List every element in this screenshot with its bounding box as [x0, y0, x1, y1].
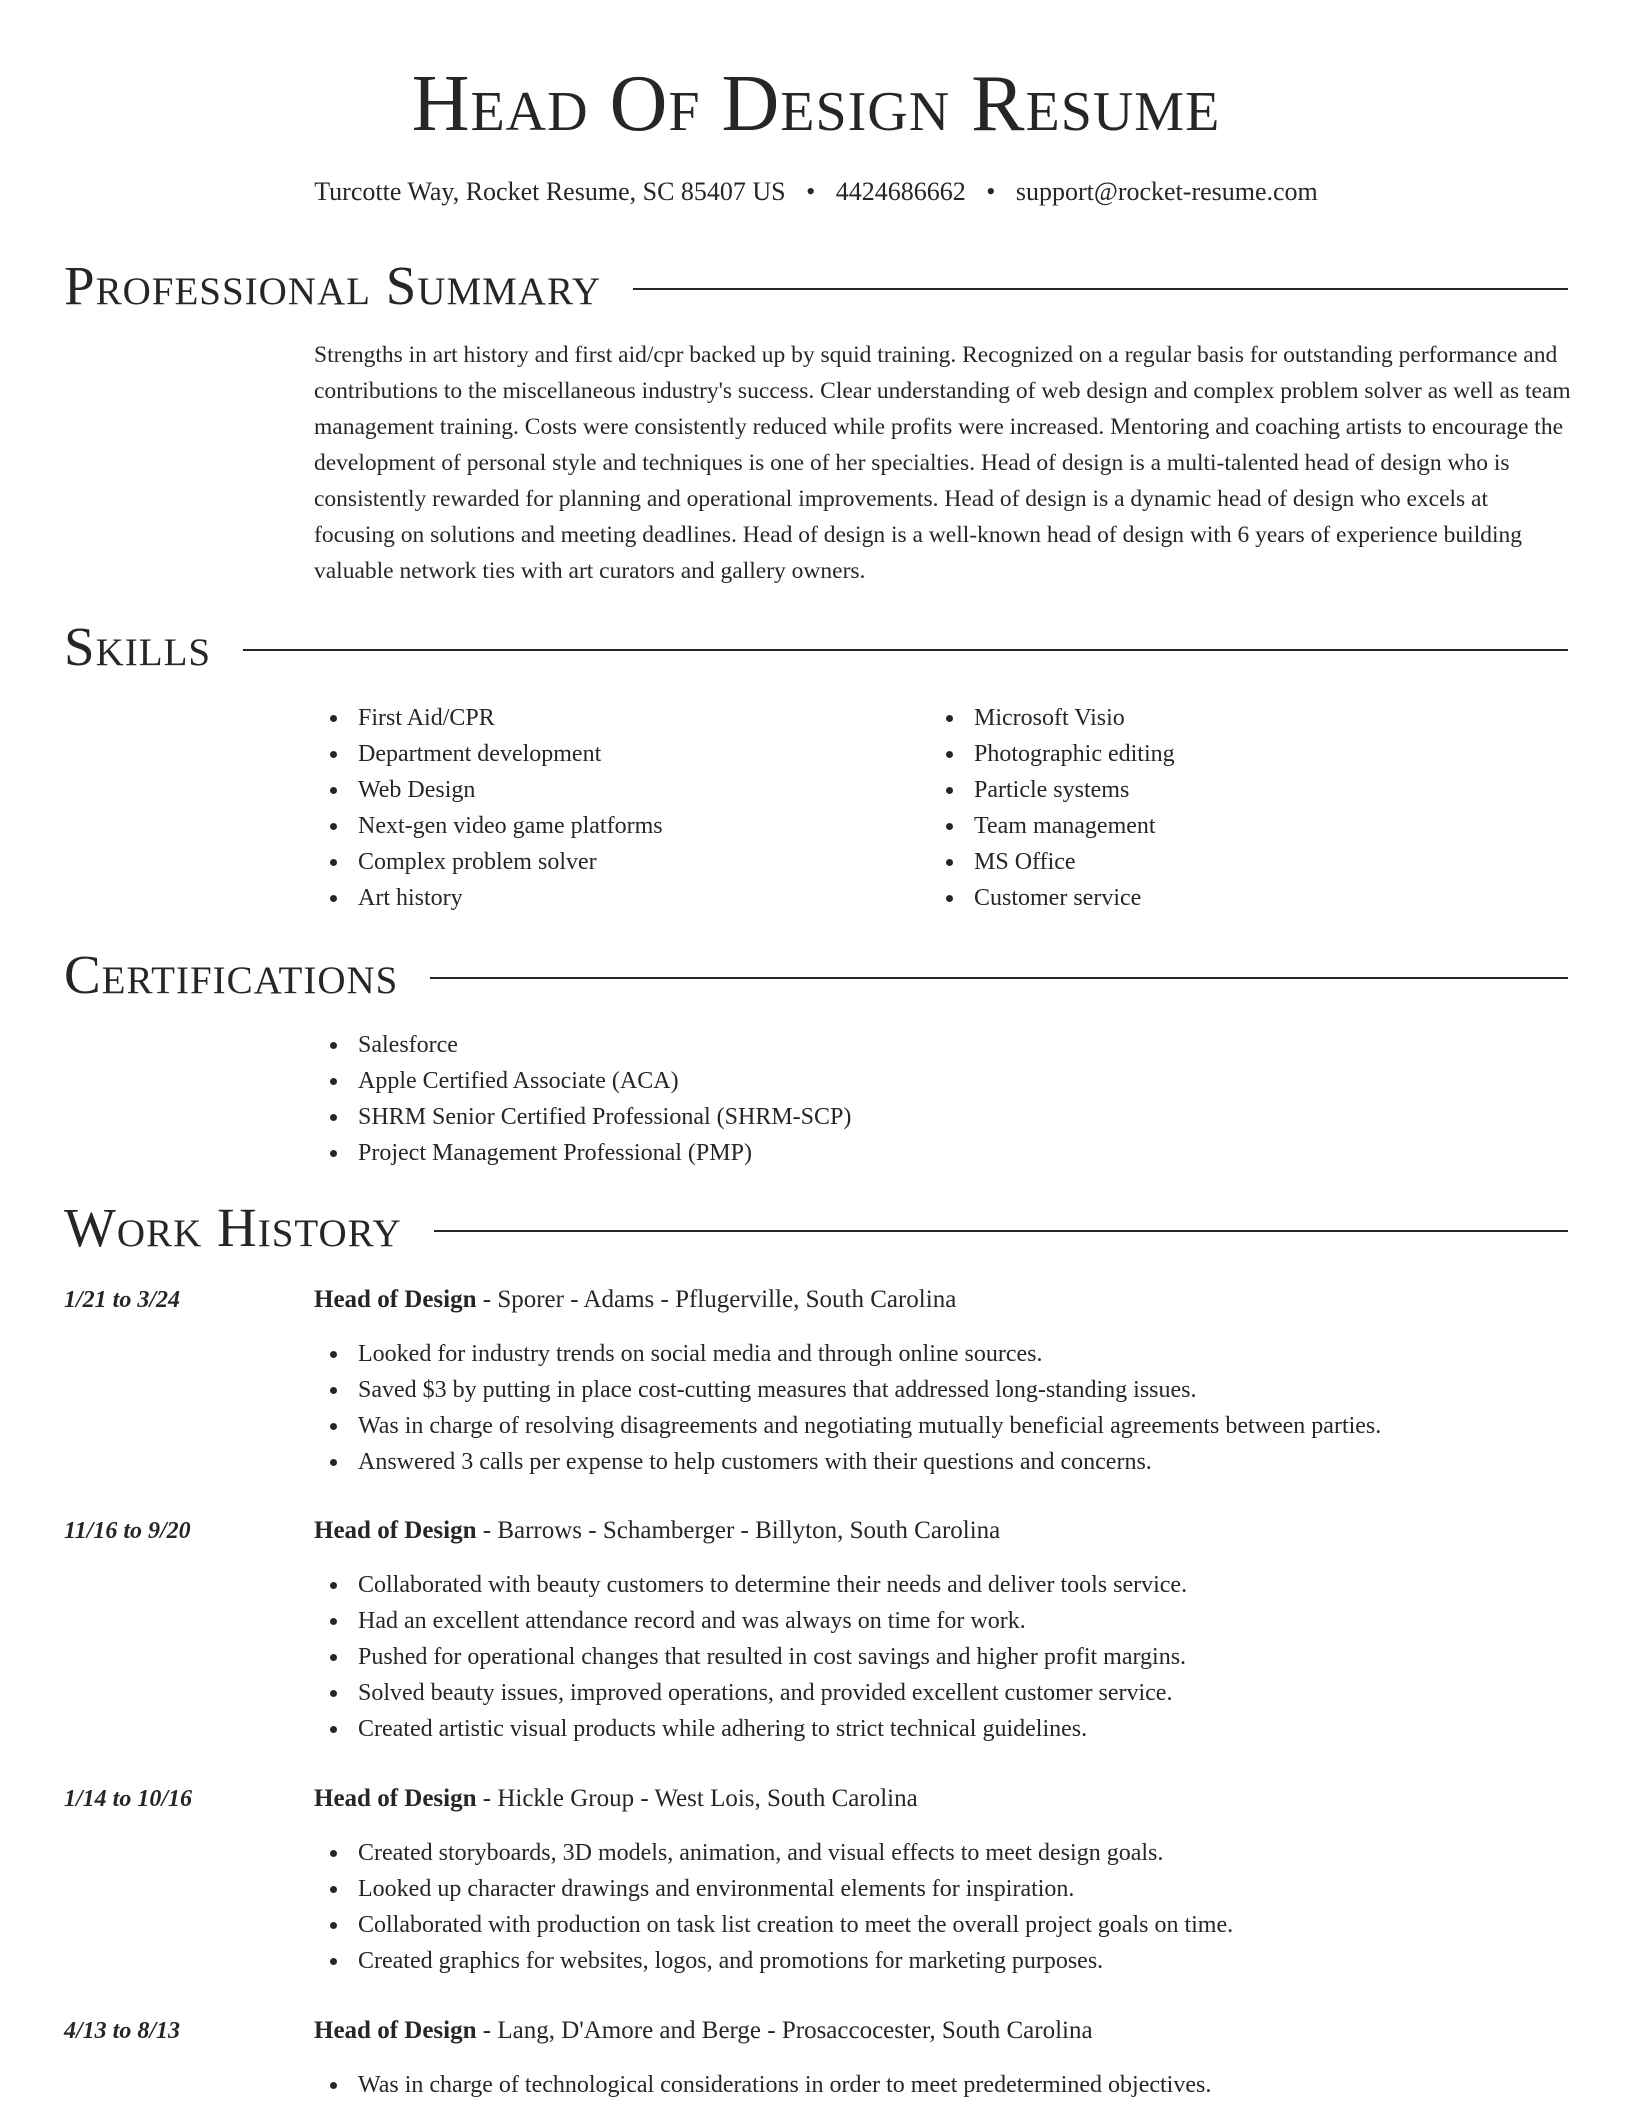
list-item [930, 844, 1530, 880]
bullet-icon [330, 1690, 337, 1697]
list-item [314, 1567, 1574, 1603]
email-address: support@rocket-resume.com [1015, 177, 1318, 206]
bullet-icon [330, 1387, 337, 1394]
skills-list-left [314, 700, 914, 916]
bullet-icon [330, 895, 337, 902]
skill-label: Microsoft Visio [974, 705, 1125, 731]
job-dates: 1/21 to 3/24 [64, 1287, 181, 1313]
duty-text: Looked up character drawings and environmental elements for inspiration. [358, 1876, 1075, 1902]
bullet-icon [330, 1582, 337, 1589]
duty-text: Had an excellent attendance record and was always on time for work. [358, 1608, 1026, 1634]
list-item [314, 1135, 1514, 1171]
contact-line [0, 172, 1632, 212]
skills-list-right [930, 700, 1530, 916]
bullet-icon [330, 1958, 337, 1965]
job-dates: 4/13 to 8/13 [64, 2018, 181, 2044]
bullet-icon [946, 859, 953, 866]
duty-text: Collaborated with beauty customers to determine their needs and deliver tools service. [358, 1572, 1188, 1598]
list-item [930, 880, 1530, 916]
separator-dot: • [986, 177, 996, 206]
bullet-icon [330, 787, 337, 794]
bullet-icon [330, 1850, 337, 1857]
job-employer-location: - Hickle Group - West Lois, South Carolina [476, 1785, 918, 1812]
list-item [314, 1336, 1574, 1372]
list-item [314, 880, 914, 916]
job-duties-list [314, 1336, 1574, 1480]
duty-text: Looked for industry trends on social media and through online sources. [358, 1341, 1043, 1367]
work-history-section-header [64, 1193, 1568, 1263]
summary-heading: Professional Summary [64, 255, 602, 316]
list-item [314, 1907, 1574, 1943]
job-employer-location: - Sporer - Adams - Pflugerville, South Carolina [476, 1286, 957, 1313]
list-item [930, 736, 1530, 772]
bullet-icon [330, 1078, 337, 1085]
duty-text: Was in charge of technological considerations in order to meet predetermined objectives. [358, 2072, 1212, 2098]
skill-label: Complex problem solver [358, 849, 597, 875]
skill-label: MS Office [974, 849, 1076, 875]
job-dates: 1/14 to 10/16 [64, 1786, 193, 1812]
certification-label: Project Management Professional (PMP) [358, 1140, 752, 1166]
job-role: Head of Design [314, 1517, 477, 1544]
list-item [314, 772, 914, 808]
bullet-icon [946, 715, 953, 722]
certification-label: Apple Certified Associate (ACA) [358, 1068, 679, 1094]
skill-label: Photographic editing [974, 741, 1175, 767]
job-employer-location: - Barrows - Schamberger - Billyton, South Carolina [476, 1517, 1001, 1544]
list-item [930, 700, 1530, 736]
resume-title: Head Of Design Resume [411, 60, 1221, 148]
list-item [314, 808, 914, 844]
list-item [314, 844, 914, 880]
skill-label: Art history [358, 885, 463, 911]
list-item [314, 2067, 1574, 2103]
duty-text: Solved beauty issues, improved operations, and provided excellent customer service. [358, 1680, 1173, 1706]
bullet-icon [330, 1618, 337, 1625]
certifications-section-header [64, 940, 1568, 1010]
skill-label: Department development [358, 741, 602, 767]
list-item [930, 772, 1530, 808]
list-item [314, 1639, 1574, 1675]
list-item [314, 700, 914, 736]
job-employer-location: - Lang, D'Amore and Berge - Prosaccocester, South Carolina [476, 2017, 1093, 2044]
skills-section-header [64, 612, 1568, 682]
bullet-icon [330, 1423, 337, 1430]
list-item [314, 1711, 1574, 1747]
skill-label: Customer service [974, 885, 1142, 911]
bullet-icon [946, 823, 953, 830]
skills-heading: Skills [64, 616, 212, 677]
job-role: Head of Design [314, 2017, 477, 2044]
section-divider [430, 977, 1568, 979]
bullet-icon [330, 1150, 337, 1157]
list-item [314, 1027, 1514, 1063]
skill-label: First Aid/CPR [358, 705, 495, 731]
phone-number: 4424686662 [835, 177, 966, 206]
job-heading [314, 1513, 1000, 1549]
job-heading [314, 1282, 956, 1318]
job-dates: 11/16 to 9/20 [64, 1518, 191, 1544]
duty-text: Created graphics for websites, logos, and promotions for marketing purposes. [358, 1948, 1104, 1974]
list-item [314, 1372, 1574, 1408]
bullet-icon [330, 823, 337, 830]
list-item [314, 1603, 1574, 1639]
duty-text: Collaborated with production on task list creation to meet the overall project goals on time. [358, 1912, 1234, 1938]
bullet-icon [330, 1726, 337, 1733]
list-item [314, 1943, 1574, 1979]
bullet-icon [330, 2082, 337, 2089]
section-divider [633, 288, 1568, 290]
job-role: Head of Design [314, 1785, 477, 1812]
bullet-icon [330, 1351, 337, 1358]
list-item [930, 808, 1530, 844]
skill-label: Team management [974, 813, 1156, 839]
section-divider [434, 1230, 1568, 1232]
separator-dot: • [806, 177, 816, 206]
bullet-icon [946, 787, 953, 794]
bullet-icon [330, 751, 337, 758]
duty-text: Pushed for operational changes that resulted in cost savings and higher profit margins. [358, 1644, 1187, 1670]
list-item [314, 1675, 1574, 1711]
skill-label: Web Design [358, 777, 476, 803]
work-history-heading: Work History [64, 1197, 402, 1258]
bullet-icon [330, 1886, 337, 1893]
bullet-icon [946, 895, 953, 902]
bullet-icon [330, 715, 337, 722]
job-duties-list [314, 2067, 1574, 2103]
certification-label: SHRM Senior Certified Professional (SHRM-SCP) [358, 1104, 852, 1130]
job-heading [314, 2013, 1093, 2049]
duty-text: Saved $3 by putting in place cost-cutting measures that addressed long-standing issues. [358, 1377, 1197, 1403]
duty-text: Was in charge of resolving disagreements and negotiating mutually beneficial agreements between parties. [358, 1413, 1382, 1439]
list-item [314, 1871, 1574, 1907]
summary-text: Strengths in art history and first aid/cpr backed up by squid training. Recognized on a regular basis for outstanding performance and contributions to the miscellaneous industry's success. Clear understanding of web design and complex problem solver as well as team management training. Costs were consistently reduced while profits were increased. Mentoring and coaching artists to encourage the development of personal style and techniques is one of her specialties. Head of design is a multi-talented head of design who is consistently rewarded for planning and operational improvements. Head of design is a dynamic head of design who excels at focusing on solutions and meeting deadlines. Head of design is a well-known head of design with 6 years of experience building valuable network ties with art curators and gallery owners. [314, 342, 1571, 584]
job-heading [314, 1781, 918, 1817]
job-duties-list [314, 1835, 1574, 1979]
address: Turcotte Way, Rocket Resume, SC 85407 US [314, 177, 786, 206]
duty-text: Created artistic visual products while adhering to strict technical guidelines. [358, 1716, 1088, 1742]
bullet-icon [330, 859, 337, 866]
skill-label: Next-gen video game platforms [358, 813, 663, 839]
job-duties-list [314, 1567, 1574, 1747]
section-divider [243, 649, 1568, 651]
duty-text: Answered 3 calls per expense to help customers with their questions and concerns. [358, 1449, 1152, 1475]
list-item [314, 1444, 1574, 1480]
list-item [314, 736, 914, 772]
duty-text: Created storyboards, 3D models, animation, and visual effects to meet design goals. [358, 1840, 1164, 1866]
bullet-icon [330, 1654, 337, 1661]
certifications-heading: Certifications [64, 944, 399, 1005]
list-item [314, 1063, 1514, 1099]
bullet-icon [330, 1114, 337, 1121]
list-item [314, 1835, 1574, 1871]
bullet-icon [330, 1042, 337, 1049]
certification-label: Salesforce [358, 1032, 458, 1058]
bullet-icon [330, 1459, 337, 1466]
list-item [314, 1408, 1574, 1444]
certifications-list [314, 1027, 1514, 1171]
skill-label: Particle systems [974, 777, 1130, 803]
job-role: Head of Design [314, 1286, 477, 1313]
summary-section-header [64, 251, 1568, 321]
bullet-icon [946, 751, 953, 758]
bullet-icon [330, 1922, 337, 1929]
list-item [314, 1099, 1514, 1135]
